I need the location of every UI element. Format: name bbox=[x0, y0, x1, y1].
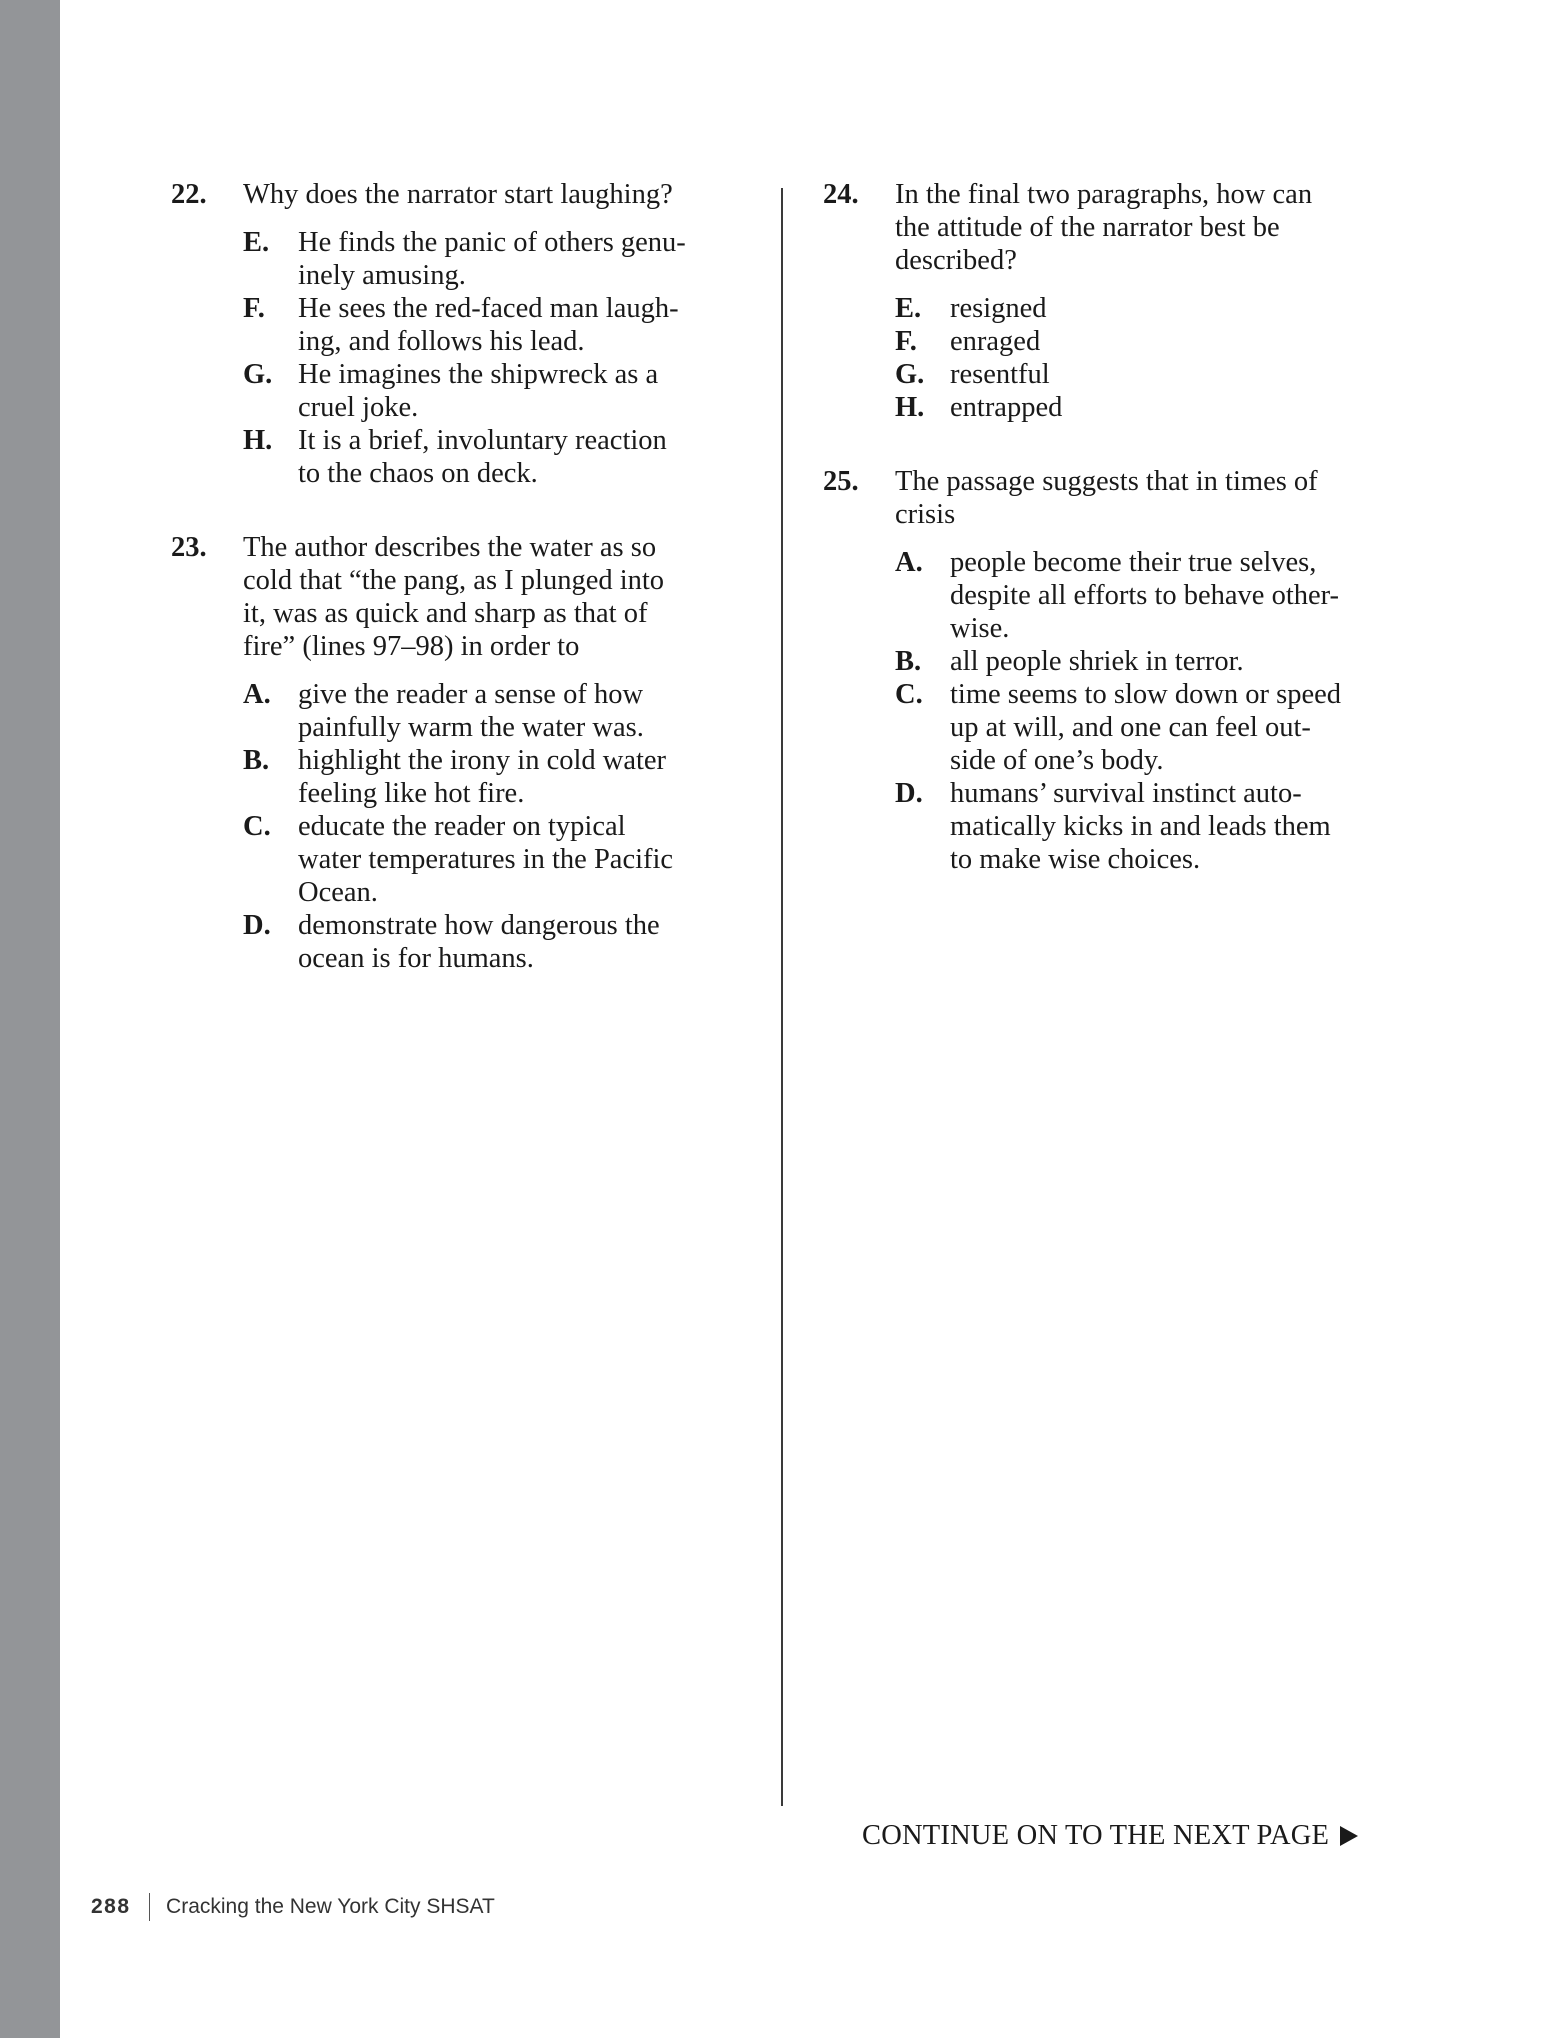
answer-option-f[interactable] bbox=[895, 325, 1403, 358]
answer-options bbox=[895, 292, 1403, 424]
answer-option-g[interactable] bbox=[895, 358, 1403, 391]
right-column bbox=[823, 178, 1403, 917]
question-number: 23. bbox=[171, 532, 207, 563]
answer-options bbox=[243, 226, 731, 490]
left-column bbox=[171, 178, 731, 1016]
answer-option-h[interactable] bbox=[243, 424, 731, 490]
option-letter: A. bbox=[895, 547, 923, 578]
option-letter: B. bbox=[243, 745, 270, 776]
answer-option-c[interactable] bbox=[243, 810, 731, 909]
option-text: highlight the irony in cold water feeling like hot fire. bbox=[298, 745, 667, 809]
option-letter: H. bbox=[895, 392, 925, 423]
question-number: 22. bbox=[171, 179, 207, 210]
question-stem: The author describes the water as so cold that “the pang, as I plunged into it, was as quick and sharp as that of fire” (lines 97–98) in order to bbox=[243, 532, 665, 662]
option-text: time seems to slow down or speed up at will, and one can feel out- side of one’s body. bbox=[950, 679, 1342, 776]
option-letter: A. bbox=[243, 679, 271, 710]
question-23 bbox=[171, 531, 731, 975]
answer-option-d[interactable] bbox=[895, 777, 1403, 876]
answer-option-h[interactable] bbox=[895, 391, 1403, 424]
answer-option-c[interactable] bbox=[895, 678, 1403, 777]
answer-option-b[interactable] bbox=[895, 645, 1403, 678]
page-footer bbox=[91, 1893, 495, 1921]
right-triangle-arrow-icon bbox=[1339, 1825, 1359, 1847]
answer-option-a[interactable] bbox=[243, 678, 731, 744]
option-text: resentful bbox=[950, 359, 1050, 390]
option-letter: E. bbox=[243, 227, 270, 258]
option-text: educate the reader on typical water temperatures in the Pacific Ocean. bbox=[298, 811, 674, 908]
option-letter: E. bbox=[895, 293, 922, 324]
option-text: people become their true selves, despite all efforts to behave other- wise. bbox=[950, 547, 1340, 644]
answer-option-f[interactable] bbox=[243, 292, 731, 358]
option-letter: C. bbox=[895, 679, 923, 710]
question-stem: Why does the narrator start laughing? bbox=[243, 179, 673, 210]
footer-separator bbox=[149, 1893, 151, 1921]
option-letter: G. bbox=[895, 359, 925, 390]
option-letter: B. bbox=[895, 646, 922, 677]
option-text: He sees the red-faced man laugh- ing, and follows his lead. bbox=[298, 293, 679, 357]
option-text: all people shriek in terror. bbox=[950, 646, 1244, 677]
question-number: 24. bbox=[823, 179, 859, 210]
page-edge-strip bbox=[0, 0, 60, 2038]
question-stem: The passage suggests that in times of crisis bbox=[895, 466, 1318, 530]
option-letter: F. bbox=[243, 293, 265, 324]
option-text: entrapped bbox=[950, 392, 1063, 423]
answer-option-e[interactable] bbox=[895, 292, 1403, 325]
question-24 bbox=[823, 178, 1403, 424]
option-text: He imagines the shipwreck as a cruel joke. bbox=[298, 359, 659, 423]
question-22 bbox=[171, 178, 731, 490]
option-text: It is a brief, involuntary reaction to the chaos on deck. bbox=[298, 425, 667, 489]
option-letter: G. bbox=[243, 359, 273, 390]
option-letter: H. bbox=[243, 425, 273, 456]
option-text: humans’ survival instinct auto- matically kicks in and leads them to make wise choices. bbox=[950, 778, 1331, 875]
question-25 bbox=[823, 465, 1403, 876]
column-divider bbox=[781, 188, 783, 1806]
answer-option-d[interactable] bbox=[243, 909, 731, 975]
answer-option-g[interactable] bbox=[243, 358, 731, 424]
option-text: demonstrate how dangerous the ocean is for humans. bbox=[298, 910, 660, 974]
option-text: enraged bbox=[950, 326, 1041, 357]
question-stem: In the final two paragraphs, how can the attitude of the narrator best be described? bbox=[895, 179, 1313, 276]
answer-options bbox=[243, 678, 731, 975]
option-letter: D. bbox=[243, 910, 271, 941]
continue-text: CONTINUE ON TO THE NEXT PAGE bbox=[862, 1820, 1330, 1851]
question-number: 25. bbox=[823, 466, 859, 497]
option-text: He finds the panic of others genu- inely amusing. bbox=[298, 227, 686, 291]
answer-option-a[interactable] bbox=[895, 546, 1403, 645]
answer-option-b[interactable] bbox=[243, 744, 731, 810]
option-text: give the reader a sense of how painfully warm the water was. bbox=[298, 679, 644, 743]
continue-prompt bbox=[862, 1818, 1359, 1854]
option-text: resigned bbox=[950, 293, 1047, 324]
answer-option-e[interactable] bbox=[243, 226, 731, 292]
book-title: Cracking the New York City SHSAT bbox=[166, 1895, 495, 1918]
option-letter: F. bbox=[895, 326, 917, 357]
answer-options bbox=[895, 546, 1403, 876]
option-letter: D. bbox=[895, 778, 923, 809]
option-letter: C. bbox=[243, 811, 271, 842]
page-number: 288 bbox=[91, 1895, 131, 1918]
